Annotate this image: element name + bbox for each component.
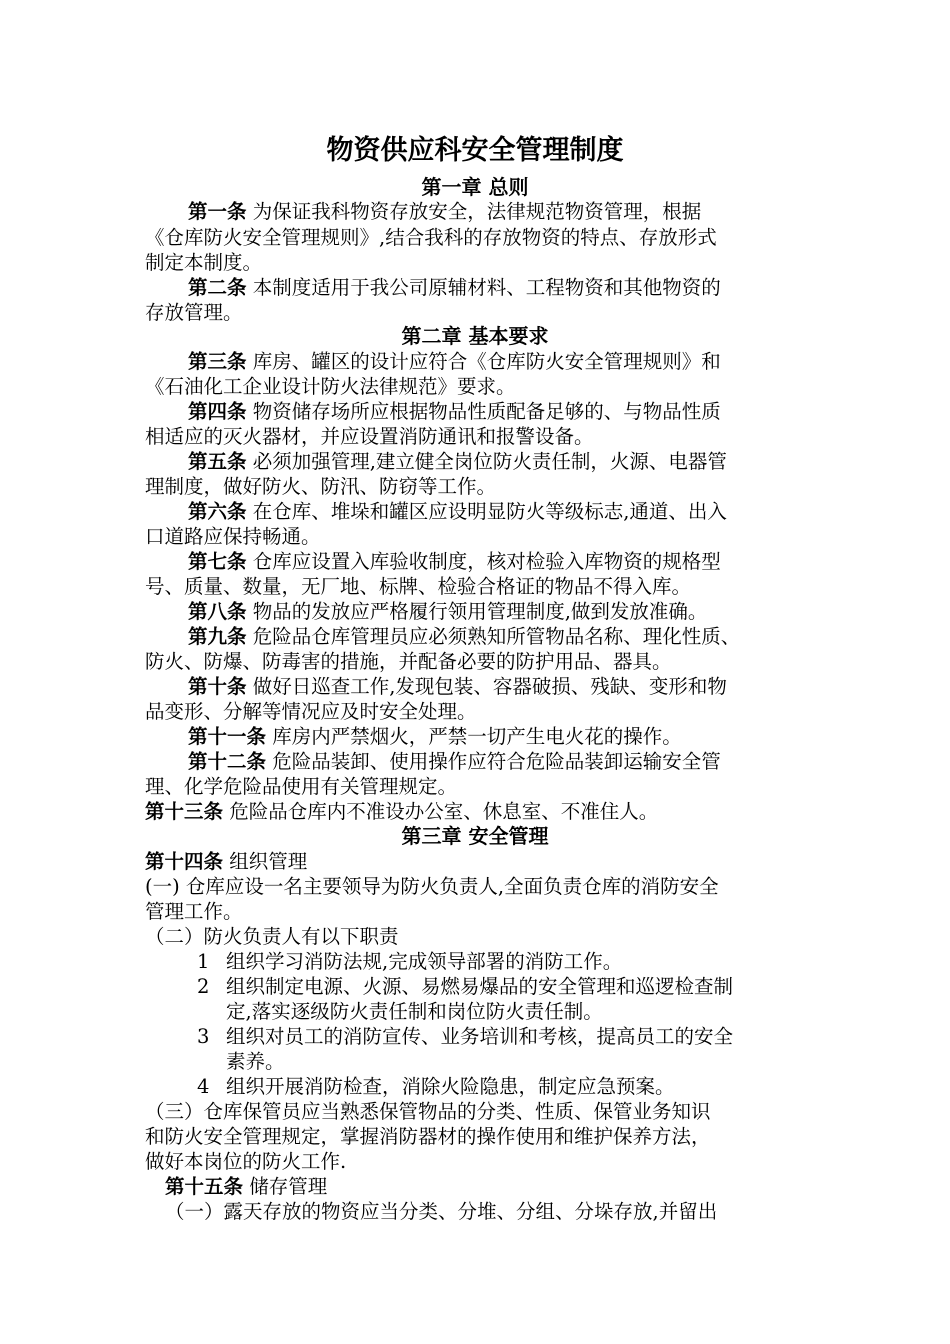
text-line: 口道路应保持畅通。 [145, 525, 321, 548]
text-line: 和防火安全管理规定，掌握消防器材的操作使用和维护保养方法， [145, 1125, 711, 1148]
article-text: 在仓库、堆垛和罐区应设明显防火等级标志,通道、出入 [246, 500, 727, 523]
list-item-number: 1 [197, 950, 210, 973]
article-label: 第九条 [188, 625, 247, 648]
list-item-number: 2 [197, 975, 210, 998]
article-1 [188, 202, 701, 222]
article-13 [145, 802, 658, 822]
article-15 [165, 1177, 327, 1197]
text-line: 管理工作。 [145, 900, 243, 923]
article-label: 第四条 [188, 400, 247, 423]
article-label: 第十三条 [145, 800, 224, 823]
list-item-text: 组织开展消防检查，消除火险隐患，制定应急预案。 [226, 1075, 675, 1098]
article-2 [188, 278, 721, 298]
article-4 [188, 402, 721, 422]
document-title: 物资供应科安全管理制度 [326, 135, 624, 166]
article-label: 第十五条 [165, 1175, 244, 1198]
article-text: 储存管理 [243, 1175, 328, 1198]
article-9 [188, 627, 740, 647]
list-item-text: 组织对员工的消防宣传、业务培训和考核，提高员工的安全 [226, 1025, 734, 1048]
text-line: 防火、防爆、防毒害的措施，并配备必要的防护用品、器具。 [145, 650, 672, 673]
article-text: 物品的发放应严格履行领用管理制度,做到发放准确。 [246, 600, 708, 623]
text-line: 号、质量、数量，无厂地、标牌、检验合格证的物品不得入库。 [145, 575, 692, 598]
text-line: （一）露天存放的物资应当分类、分堆、分组、分垛存放,并留出 [165, 1200, 718, 1223]
list-item-text: 定,落实逐级防火责任制和岗位防火责任制。 [226, 1000, 603, 1023]
text-line: （三）仓库保管员应当熟悉保管物品的分类、性质、保管业务知识 [145, 1100, 711, 1123]
list-item-number: 4 [197, 1075, 210, 1098]
article-label: 第十四条 [145, 850, 224, 873]
article-text: 仓库应设置入库验收制度，核对检验入库物资的规格型 [246, 550, 721, 573]
article-text: 为保证我科物资存放安全，法律规范物资管理，根据 [246, 200, 702, 223]
list-item-text: 组织学习消防法规,完成领导部署的消防工作。 [226, 950, 623, 973]
article-label: 第三条 [188, 350, 247, 373]
article-10 [188, 677, 727, 697]
article-label: 第七条 [188, 550, 247, 573]
article-text: 危险品仓库管理员应必须熟知所管物品名称、理化性质、 [246, 625, 741, 648]
article-text: 库房、罐区的设计应符合《仓库防火安全管理规则》和 [246, 350, 721, 373]
article-label: 第一条 [188, 200, 247, 223]
list-item-text: 素养。 [226, 1050, 285, 1073]
chapter-heading-3: 第三章 安全管理 [401, 824, 549, 848]
article-label: 第五条 [188, 450, 247, 473]
text-line: 《仓库防火安全管理规则》,结合我科的存放物资的特点、存放形式 [145, 226, 717, 249]
article-text: 做好日巡查工作,发现包装、容器破损、残缺、变形和物 [246, 675, 727, 698]
text-line: 理、化学危险品使用有关管理规定。 [145, 775, 458, 798]
text-line: (一) 仓库应设一名主要领导为防火负责人,全面负责仓库的消防安全 [145, 875, 719, 898]
list-item-text: 组织制定电源、火源、易燃易爆品的安全管理和巡逻检查制 [226, 975, 734, 998]
text-line: 品变形、分解等情况应及时安全处理。 [145, 700, 477, 723]
article-11 [188, 727, 682, 747]
article-label: 第二条 [188, 276, 247, 299]
article-5 [188, 452, 727, 472]
text-line: （二）防火负责人有以下职责 [145, 925, 399, 948]
chapter-heading-1: 第一章 总则 [421, 175, 529, 199]
article-3 [188, 352, 721, 372]
article-text: 必须加强管理,建立健全岗位防火责任制，火源、电器管 [246, 450, 727, 473]
text-line: 相适应的灭火器材，并应设置消防通讯和报警设备。 [145, 425, 594, 448]
text-line: 存放管理。 [145, 301, 243, 324]
text-line: 做好本岗位的防火工作. [145, 1150, 347, 1173]
article-8 [188, 602, 707, 622]
text-line: 制定本制度。 [145, 251, 263, 274]
article-text: 物资储存场所应根据物品性质配备足够的、与物品性质 [246, 400, 721, 423]
article-label: 第六条 [188, 500, 247, 523]
article-label: 第十条 [188, 675, 247, 698]
article-text: 危险品仓库内不准设办公室、休息室、不准住人。 [223, 800, 659, 823]
chapter-heading-2: 第二章 基本要求 [401, 324, 549, 348]
article-label: 第八条 [188, 600, 247, 623]
article-14 [145, 852, 307, 872]
article-text: 组织管理 [223, 850, 308, 873]
article-12 [188, 752, 721, 772]
article-label: 第十二条 [188, 750, 267, 773]
article-text: 本制度适用于我公司原辅材料、工程物资和其他物资的 [246, 276, 721, 299]
article-6 [188, 502, 727, 522]
article-text: 危险品装卸、使用操作应符合危险品装卸运输安全管 [266, 750, 721, 773]
text-line: 《石油化工企业设计防火法律规范》要求。 [145, 375, 516, 398]
article-7 [188, 552, 721, 572]
list-item-number: 3 [197, 1025, 210, 1048]
article-text: 库房内严禁烟火，严禁一切产生电火花的操作。 [266, 725, 682, 748]
article-label: 第十一条 [188, 725, 267, 748]
text-line: 理制度，做好防火、防汛、防窃等工作。 [145, 475, 497, 498]
